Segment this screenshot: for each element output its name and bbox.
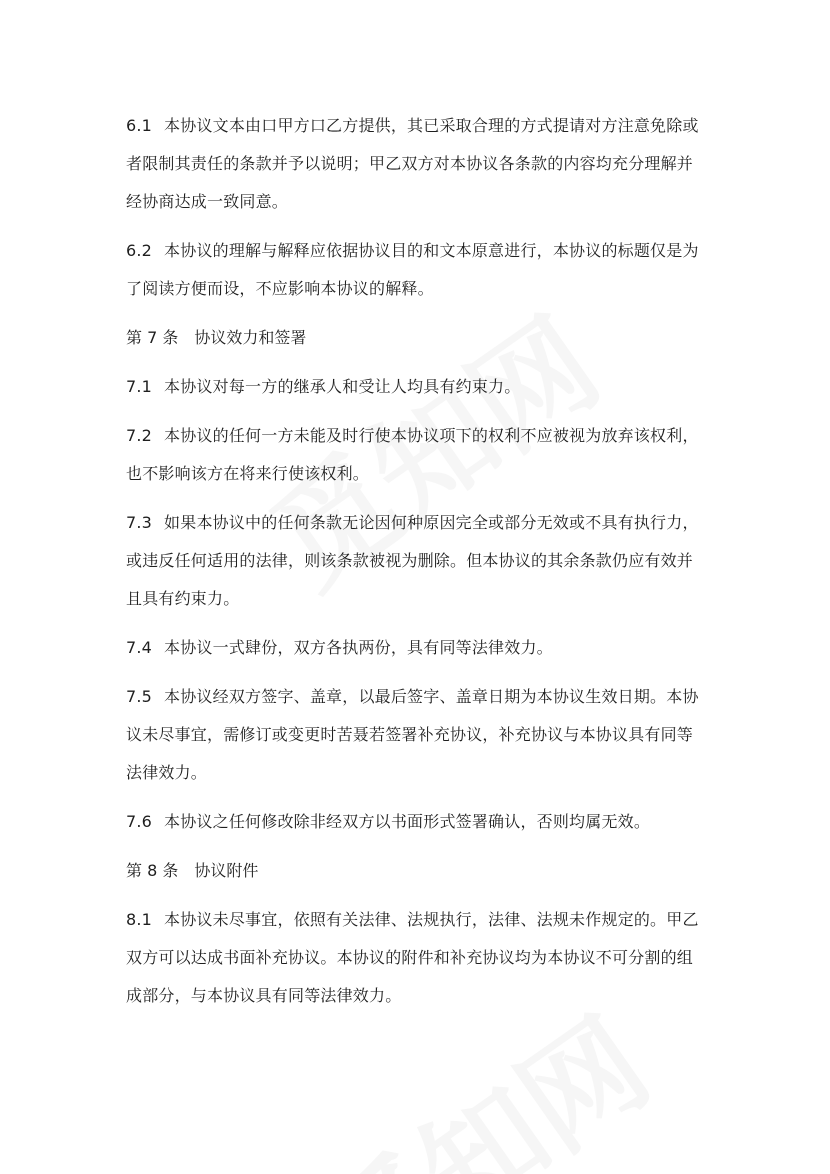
article-number: 第 8 条 <box>126 861 179 880</box>
clause-7-2 <box>126 417 706 493</box>
clause-number: 7.2 <box>126 426 153 445</box>
clause-7-3 <box>126 504 706 618</box>
article-title: 协议附件 <box>194 861 259 880</box>
clause-text: 如果本协议中的任何条款无论因何种原因完全或部分无效或不具有执行力，或违反任何适用的法律，则该条款被视为删除。但本协议的其余条款仍应有效并且具有约束力。 <box>126 513 699 608</box>
clause-text: 本协议未尽事宜，依照有关法律、法规执行，法律、法规未作规定的。甲乙双方可以达成书面补充协议。本协议的附件和补充协议均为本协议不可分割的组成部分，与本协议具有同等法律效力。 <box>126 910 699 1005</box>
article-title: 协议效力和签署 <box>194 328 307 347</box>
clause-number: 7.6 <box>126 812 153 831</box>
clause-number: 7.3 <box>126 513 153 532</box>
clause-text: 本协议之任何修改除非经双方以书面形式签署确认，否则均属无效。 <box>164 812 651 831</box>
clause-6-1 <box>126 107 706 221</box>
clause-7-1 <box>126 368 706 406</box>
clause-text: 本协议对每一方的继承人和受让人均具有约束力。 <box>164 377 521 396</box>
clause-text: 本协议一式肆份，双方各执两份，具有同等法律效力。 <box>164 638 553 657</box>
clause-number: 7.4 <box>126 638 153 657</box>
article-7-heading <box>126 319 706 357</box>
clause-number: 6.1 <box>126 116 153 135</box>
clause-7-5 <box>126 678 706 792</box>
clause-text: 本协议文本由口甲方口乙方提供，其已采取合理的方式提请对方注意免除或者限制其责任的条款并予以说明；甲乙双方对本协议各条款的内容均充分理解并经协商达成一致同意。 <box>126 116 699 211</box>
clause-number: 7.5 <box>126 687 153 706</box>
clause-number: 8.1 <box>126 910 153 929</box>
clause-number: 7.1 <box>126 377 153 396</box>
clause-6-2 <box>126 232 706 308</box>
article-8-heading <box>126 852 706 890</box>
clause-7-4 <box>126 629 706 667</box>
clause-text: 本协议的理解与解释应依据协议目的和文本原意进行，本协议的标题仅是为了阅读方便而设，不应影响本协议的解释。 <box>126 241 699 298</box>
clause-7-6 <box>126 803 706 841</box>
clause-8-1 <box>126 901 706 1015</box>
article-number: 第 7 条 <box>126 328 179 347</box>
document-body <box>126 107 706 1026</box>
clause-number: 6.2 <box>126 241 153 260</box>
clause-text: 本协议的任何一方未能及时行使本协议项下的权利不应被视为放弃该权利，也不影响该方在将来行使该权利。 <box>126 426 699 483</box>
clause-text: 本协议经双方签字、盖章，以最后签字、盖章日期为本协议生效日期。本协议未尽事宜，需修订或变更时苦聂若签署补充协议，补充协议与本协议具有同等法律效力。 <box>126 687 699 782</box>
